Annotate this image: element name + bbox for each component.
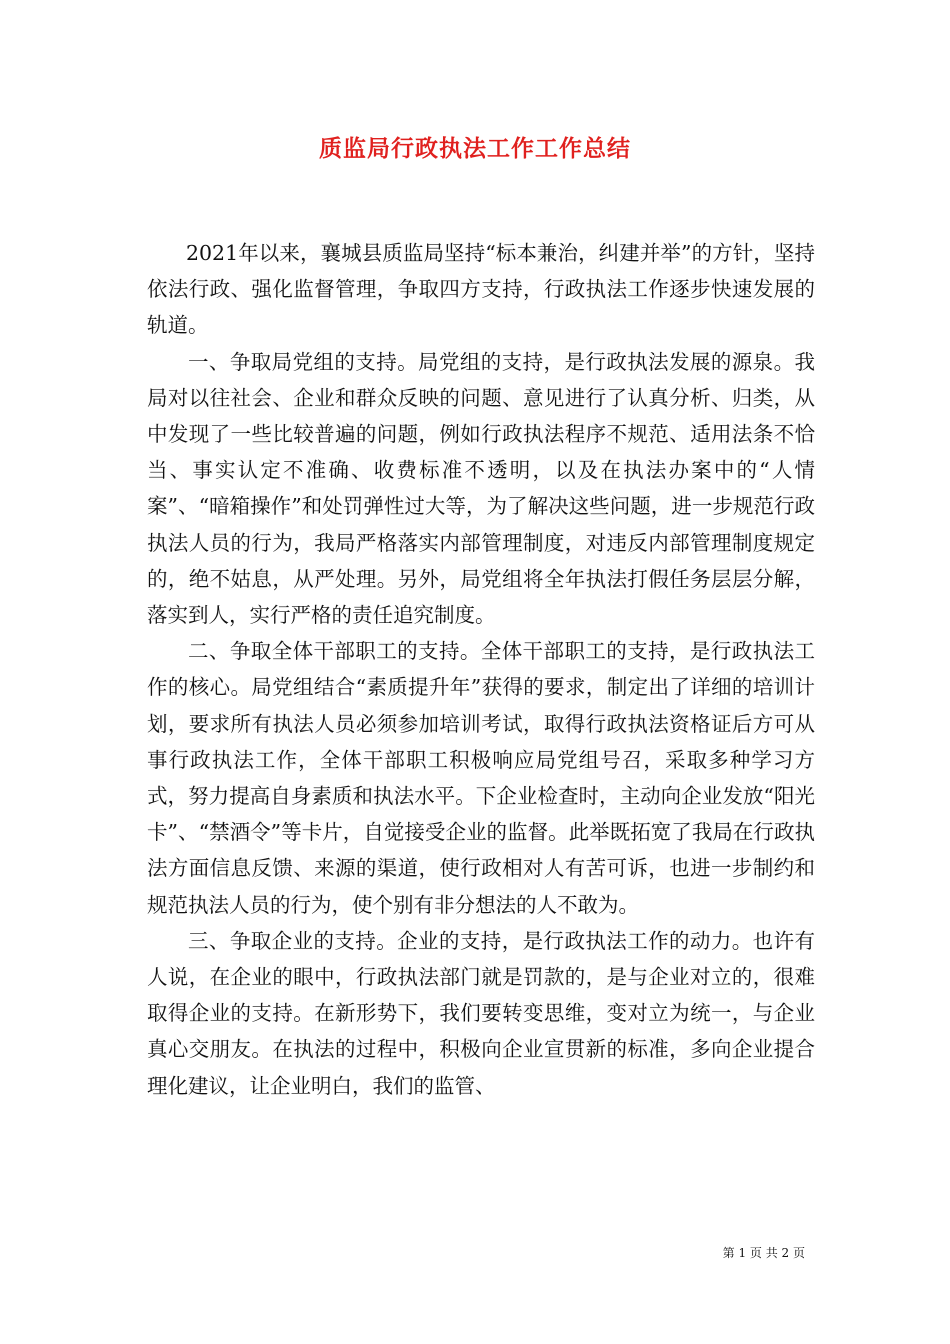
paragraph-section-1: 一、争取局党组的支持。局党组的支持，是行政执法发展的源泉。我局对以往社会、企业和群众反映的问题、意见进行了认真分析、归类，从中发现了一些比较普遍的问题，例如行政执法程序不规范、适用法条不恰当、事实认定不准确、收费标准不透明，以及在执法办案中的“人情案”、“暗箱操作”和处罚弹性过大等，为了解决这些问题，进一步规范行政执法人员的行为，我局严格落实内部管理制度，对违反内部管理制度规定的，绝不姑息，从严处理。另外，局党组将全年执法打假任务层层分解，落实到人，实行严格的责任追究制度。 <box>147 349 815 628</box>
paragraph-intro: 2021年以来，襄城县质监局坚持“标本兼治，纠建并举”的方针，坚持依法行政、强化监督管理，争取四方支持，行政执法工作逐步快速发展的轨道。 <box>147 241 815 338</box>
page-number: 第 1 页 共 2 页 <box>722 1246 805 1260</box>
document-body <box>147 235 815 1104</box>
paragraph-section-3: 三、争取企业的支持。企业的支持，是行政执法工作的动力。也许有人说，在企业的眼中，行政执法部门就是罚款的，是与企业对立的，很难取得企业的支持。在新形势下，我们要转变思维，变对立为统一，与企业真心交朋友。在执法的过程中，积极向企业宣贯新的标准，多向企业提合理化建议，让企业明白，我们的监管、 <box>147 928 815 1098</box>
document-title: 质监局行政执法工作工作总结 <box>319 135 631 162</box>
paragraph-section-2: 二、争取全体干部职工的支持。全体干部职工的支持，是行政执法工作的核心。局党组结合“素质提升年”获得的要求，制定出了详细的培训计划，要求所有执法人员必须参加培训考试，取得行政执法资格证后方可从事行政执法工作，全体干部职工积极响应局党组号召，采取多种学习方式，努力提高自身素质和执法水平。下企业检查时，主动向企业发放“阳光卡”、“禁酒令”等卡片，自觉接受企业的监督。此举既拓宽了我局在行政执法方面信息反馈、来源的渠道，使行政相对人有苦可诉，也进一步制约和规范执法人员的行为，使个别有非分想法的人不敢为。 <box>147 639 815 917</box>
